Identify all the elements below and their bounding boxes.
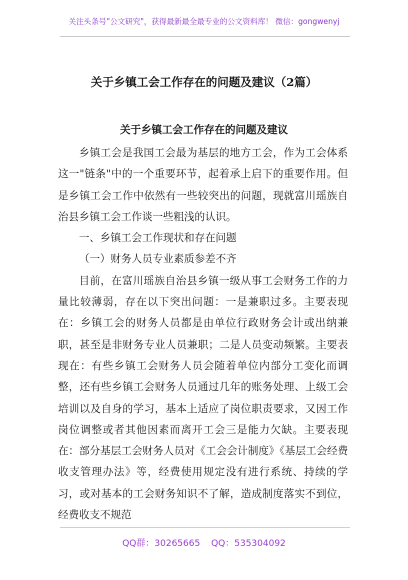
paragraph-current-status: 目前，在富川瑶族自治县乡镇一级从事工会财务工作的力量比较薄弱，存在以下突出问题：一是兼职过多。主要表现在：乡镇工会的财务人员都是由单位行政财务会计或出纳兼职，甚至是非财务专业人员兼职；二是人员变动频繁。主要表现在：有些乡镇工会财务人员会随着单位内部分工变化而调整，还有些乡镇工会财务人员通过几年的账务处理、上级工会培训以及自身的学习，基本上适应了岗位职责要求，又因工作岗位调整或者其他因素而离开工会三是能力欠缺。主要表现在：部分基层工会财务人员对《工会会计制度》《基层工会经费收支管理办法》等，经费使用规定没有进行系统、持续的学习，或对基本的工会财务知识不了解，造成制度落实不到位，经费收支不规范 xyxy=(58,274,348,522)
heading-level-2: （一）财务人员专业素质参差不齐 xyxy=(79,253,237,266)
footer-qq-number: QQ：535304092 xyxy=(211,539,286,549)
footer-qq-group: QQ群：30265665 xyxy=(122,539,201,549)
document-body xyxy=(58,143,348,526)
section-title: 关于乡镇工会工作存在的问题及建议 xyxy=(120,124,288,136)
footer-contact xyxy=(0,536,408,549)
footer-divider xyxy=(60,527,350,528)
header-promo-note: 关注头条号"公文研究"，获得最新最全最专业的公文资料库！ 微信：gongwenyj xyxy=(68,17,340,26)
heading-level-1: 一、乡镇工会工作现状和存在问题 xyxy=(79,232,237,245)
paragraph-intro: 乡镇工会是我国工会最为基层的地方工会，作为工会体系这一"链条"中的一个重要环节，起着承上启下的重要作用。但是乡镇工会工作中依然有一些较突出的问题，现就富川瑶族自治县乡镇工会工作谈一些粗浅的认识。 xyxy=(58,147,348,223)
document-title: 关于乡镇工会工作存在的问题及建议（2篇） xyxy=(90,75,318,89)
header-divider xyxy=(60,36,350,37)
